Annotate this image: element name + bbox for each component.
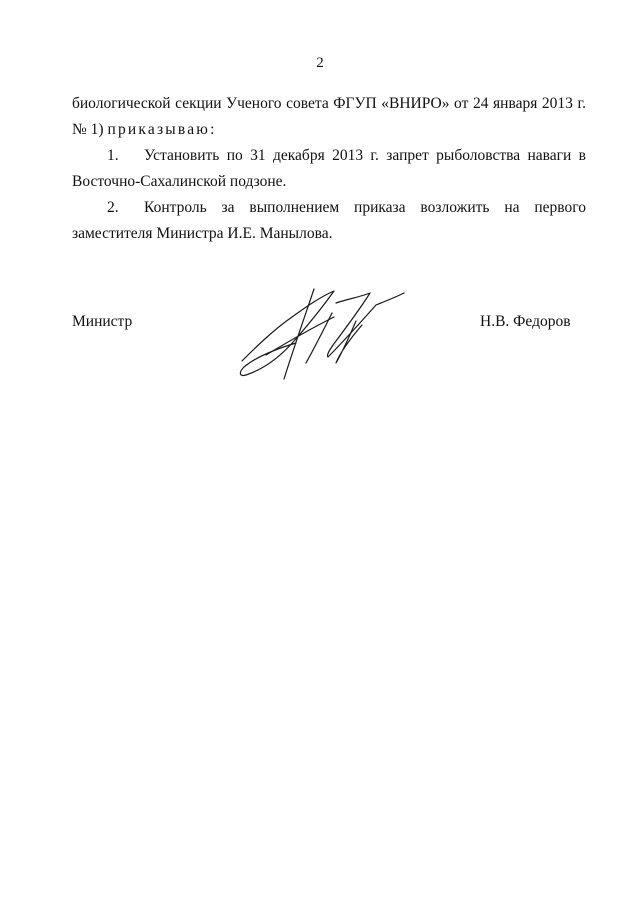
order-reference: № 1) bbox=[72, 121, 104, 138]
list-item-2-text: Контроль за выполнением приказа возложить на первого bbox=[144, 199, 586, 216]
list-item-1-continuation: Восточно-Сахалинской подзоне. bbox=[72, 173, 287, 190]
page-number: 2 bbox=[316, 55, 324, 71]
signatory-name: Н.В. Федоров bbox=[480, 313, 571, 330]
list-item-1-text: Установить по 31 декабря 2013 г. запрет рыболовства наваги в bbox=[144, 147, 586, 164]
list-item-2-number: 2. bbox=[107, 199, 119, 216]
body-line-2 bbox=[72, 121, 217, 139]
order-word: приказываю: bbox=[107, 121, 217, 138]
handwritten-signature bbox=[236, 283, 408, 383]
signatory-position: Министр bbox=[72, 313, 133, 330]
body-line-1: биологической секции Ученого совета ФГУП «ВНИРО» от 24 января 2013 г. bbox=[72, 95, 586, 112]
list-item-2-continuation: заместителя Министра И.Е. Манылова. bbox=[72, 225, 333, 242]
list-item-1-number: 1. bbox=[107, 147, 119, 164]
